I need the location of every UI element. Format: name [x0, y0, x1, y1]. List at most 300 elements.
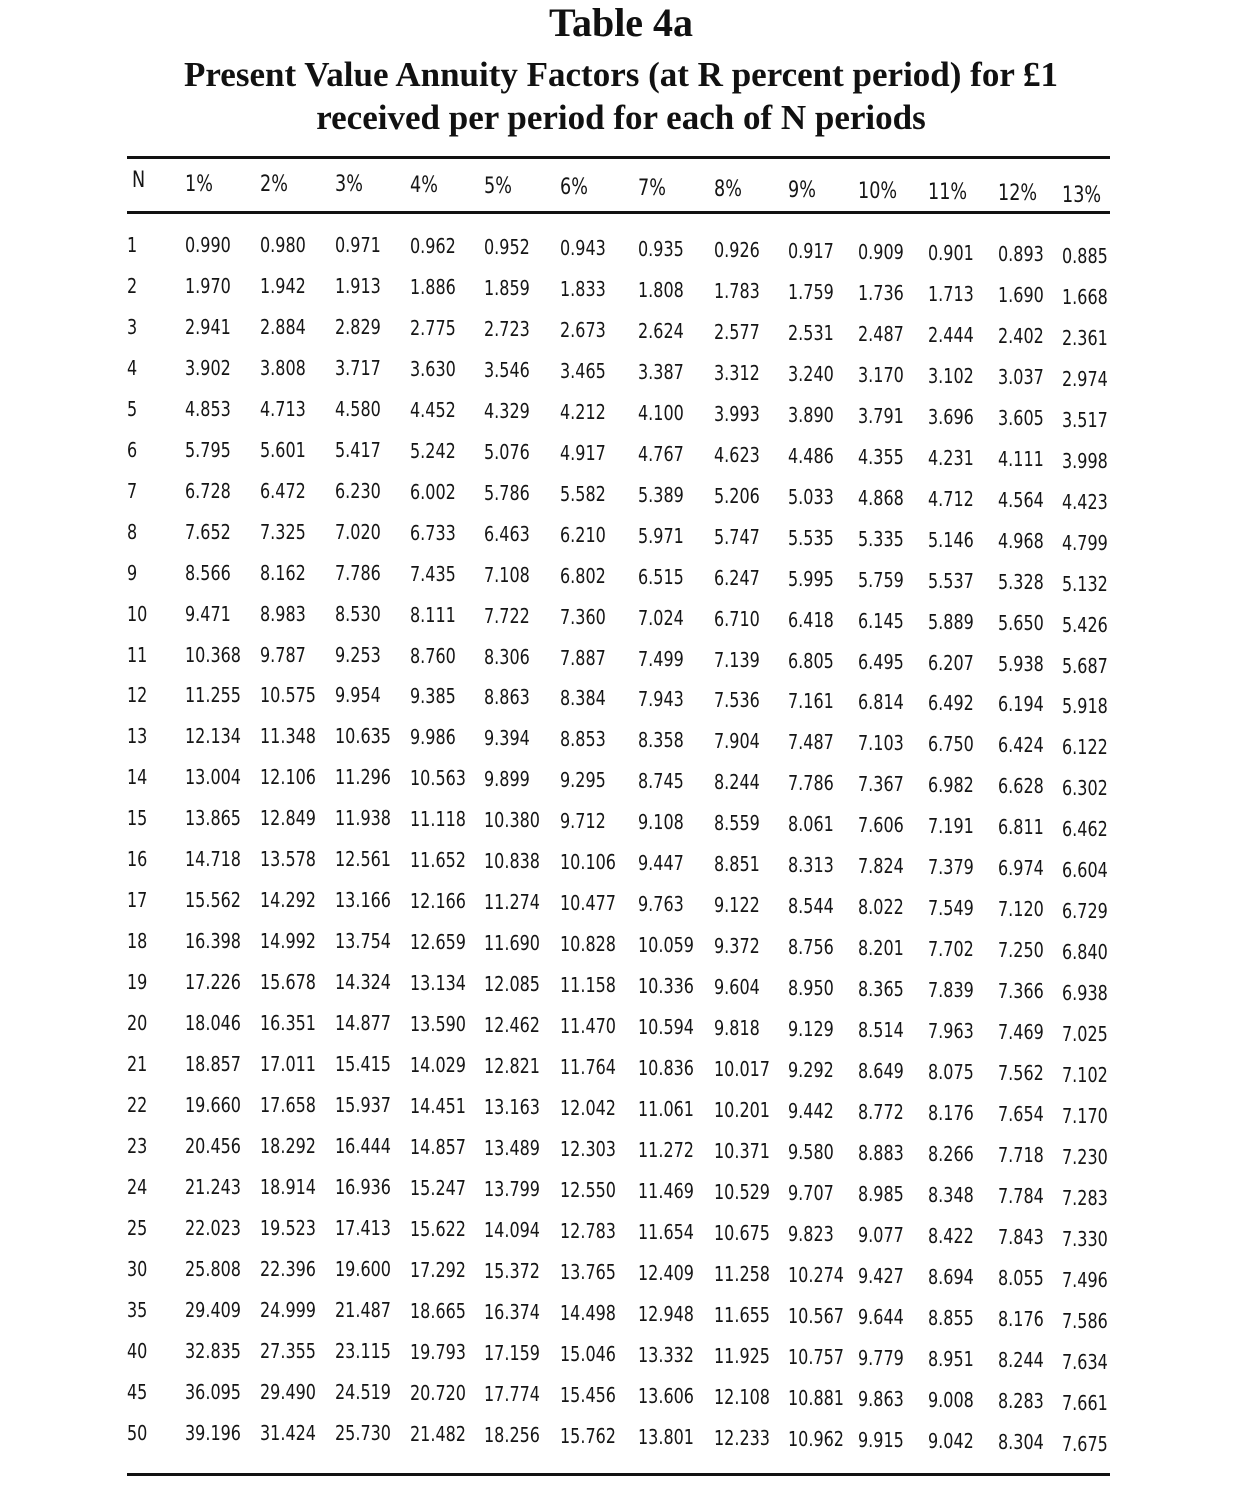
table-cell-factor: 3.902	[185, 355, 231, 380]
table-cell-factor: 12.233	[714, 1425, 770, 1450]
table-cell-factor: 7.562	[998, 1061, 1044, 1085]
row-period-label: 22	[127, 1092, 148, 1117]
table-cell-factor: 5.889	[928, 609, 974, 634]
table-cell-factor: 7.102	[1062, 1063, 1108, 1087]
table-cell-factor: 9.604	[714, 975, 760, 1000]
table-cell-factor: 9.863	[858, 1386, 904, 1411]
table-cell-factor: 8.176	[998, 1306, 1044, 1331]
table-cell-factor: 8.853	[560, 727, 606, 752]
table-cell-factor: 6.210	[560, 522, 606, 547]
table-cell-factor: 8.244	[998, 1347, 1044, 1372]
row-period-label: 4	[127, 355, 138, 380]
row-period-label: 18	[127, 929, 148, 954]
table-cell-factor: 2.487	[858, 321, 904, 346]
table-cell-factor: 11.158	[560, 973, 616, 998]
table-cell-factor: 7.722	[484, 603, 530, 628]
table-cell-factor: 3.037	[998, 364, 1044, 389]
table-cell-factor: 8.348	[928, 1182, 974, 1207]
table-cell-factor: 7.108	[484, 562, 530, 587]
table-cell-factor: 3.240	[788, 361, 834, 386]
row-period-label: 15	[127, 806, 148, 831]
table-cell-factor: 13.765	[560, 1259, 616, 1284]
table-cell-factor: 4.486	[788, 443, 834, 468]
table-cell-factor: 7.963	[928, 1019, 974, 1044]
table-title: Table 4a	[548, 0, 694, 45]
table-cell-factor: 4.452	[410, 397, 456, 422]
table-cell-factor: 29.409	[185, 1297, 241, 1322]
table-cell-factor: 3.696	[928, 404, 974, 429]
table-cell-factor: 10.838	[484, 849, 540, 874]
table-cell-factor: 13.865	[185, 806, 241, 831]
row-period-label: 24	[127, 1174, 148, 1199]
table-cell-factor: 8.883	[858, 1140, 904, 1165]
table-cell-factor: 9.644	[858, 1304, 904, 1329]
column-header-rate: 10%	[858, 179, 898, 204]
table-cell-factor: 0.901	[928, 241, 974, 265]
table-cell-factor: 9.712	[560, 809, 606, 834]
table-cell-factor: 3.993	[714, 401, 760, 426]
table-cell-factor: 19.600	[335, 1256, 391, 1281]
table-cell-factor: 11.764	[560, 1055, 616, 1079]
table-cell-factor: 6.495	[858, 649, 904, 674]
table-cell-factor: 7.654	[998, 1101, 1044, 1126]
table-cell-factor: 6.207	[928, 650, 974, 675]
table-cell-factor: 2.577	[714, 319, 760, 344]
row-period-label: 13	[127, 724, 148, 749]
table-cell-factor: 9.372	[714, 934, 760, 959]
table-cell-factor: 11.118	[410, 807, 466, 832]
table-cell-factor: 5.747	[714, 524, 760, 549]
table-cell-factor: 7.487	[788, 730, 834, 755]
table-cell-factor: 32.835	[185, 1338, 241, 1363]
table-cell-factor: 14.292	[260, 888, 316, 913]
table-cell-factor: 5.033	[788, 484, 834, 509]
table-cell-factor: 11.938	[335, 806, 391, 831]
table-cell-factor: 15.562	[185, 888, 241, 913]
table-cell-factor: 12.659	[410, 930, 466, 955]
table-cell-factor: 3.998	[1062, 448, 1108, 473]
table-cell-factor: 3.808	[260, 355, 306, 380]
table-cell-factor: 18.665	[410, 1298, 466, 1323]
table-cell-factor: 27.355	[260, 1338, 316, 1363]
table-cell-factor: 12.134	[185, 724, 241, 749]
table-cell-factor: 7.718	[998, 1142, 1044, 1167]
table-cell-factor: 9.580	[788, 1139, 834, 1164]
table-cell-factor: 9.818	[714, 1016, 760, 1041]
table-cell-factor: 4.767	[638, 441, 684, 466]
table-cell-factor: 2.884	[260, 314, 306, 339]
table-cell-factor: 2.361	[1062, 325, 1108, 350]
table-cell-factor: 7.786	[788, 771, 834, 796]
table-cell-factor: 9.295	[560, 768, 606, 793]
table-cell-factor: 2.941	[185, 314, 231, 339]
table-cell-factor: 4.712	[928, 486, 974, 511]
table-cell-factor: 13.134	[410, 971, 466, 996]
table-cell-factor: 10.828	[560, 932, 616, 957]
table-cell-factor: 13.590	[410, 1012, 466, 1037]
table-cell-factor: 39.196	[185, 1420, 241, 1445]
table-cell-factor: 14.094	[484, 1217, 540, 1242]
table-cell-factor: 9.954	[335, 683, 381, 708]
table-cell-factor: 7.904	[714, 729, 760, 754]
table-cell-factor: 6.492	[928, 691, 974, 716]
table-cell-factor: 6.424	[998, 733, 1044, 758]
row-period-label: 14	[127, 765, 148, 790]
table-cell-factor: 2.531	[788, 320, 834, 345]
table-cell-factor: 0.943	[560, 236, 606, 260]
table-cell-factor: 4.580	[335, 396, 381, 421]
row-period-label: 20	[127, 1011, 148, 1036]
table-cell-factor: 2.775	[410, 315, 456, 340]
table-cell-factor: 8.649	[858, 1059, 904, 1083]
table-cell-factor: 11.655	[714, 1302, 770, 1327]
table-cell-factor: 1.736	[858, 280, 904, 305]
table-cell-factor: 20.720	[410, 1380, 466, 1405]
table-cell-factor: 6.750	[928, 732, 974, 757]
row-period-label: 35	[127, 1297, 148, 1322]
table-cell-factor: 10.106	[560, 850, 616, 875]
table-cell-factor: 9.394	[484, 726, 530, 751]
table-cell-factor: 8.851	[714, 852, 760, 877]
table-cell-factor: 15.622	[410, 1216, 466, 1241]
table-cell-factor: 5.537	[928, 568, 974, 593]
table-cell-factor: 4.917	[560, 440, 606, 465]
table-cell-factor: 13.004	[185, 765, 241, 790]
table-subtitle-line-1: Present Value Annuity Factors (at R percent period) for £1	[184, 55, 1058, 94]
table-cell-factor: 24.519	[335, 1379, 391, 1404]
table-cell-factor: 5.132	[1062, 571, 1108, 596]
table-cell-factor: 4.212	[560, 399, 606, 424]
table-cell-factor: 6.418	[788, 607, 834, 632]
table-cell-factor: 5.650	[998, 610, 1044, 635]
table-cell-factor: 6.814	[858, 690, 904, 715]
table-cell-factor: 18.857	[185, 1052, 241, 1076]
table-cell-factor: 5.242	[410, 438, 456, 463]
table-cell-factor: 5.786	[484, 480, 530, 505]
table-cell-factor: 10.757	[788, 1344, 844, 1369]
table-cell-factor: 12.166	[410, 889, 466, 914]
table-cell-factor: 7.367	[858, 772, 904, 797]
table-cell-factor: 6.811	[998, 815, 1044, 840]
table-cell-factor: 14.029	[410, 1053, 466, 1077]
table-cell-factor: 36.095	[185, 1379, 241, 1404]
table-cell-factor: 4.868	[858, 485, 904, 510]
table-cell-factor: 8.760	[410, 643, 456, 668]
table-cell-factor: 25.730	[335, 1420, 391, 1445]
table-cell-factor: 13.489	[484, 1135, 540, 1160]
table-cell-factor: 12.042	[560, 1095, 616, 1120]
table-cell-factor: 10.368	[185, 642, 241, 667]
table-cell-factor: 8.855	[928, 1305, 974, 1330]
table-cell-factor: 0.935	[638, 237, 684, 261]
table-cell-factor: 6.729	[1062, 899, 1108, 924]
table-cell-factor: 8.422	[928, 1223, 974, 1248]
table-cell-factor: 10.675	[714, 1220, 770, 1245]
row-period-label: 16	[127, 847, 148, 872]
table-cell-factor: 3.890	[788, 402, 834, 427]
table-cell-factor: 11.348	[260, 724, 316, 749]
table-cell-factor: 1.970	[185, 273, 231, 298]
table-cell-factor: 11.272	[638, 1137, 694, 1162]
table-cell-factor: 10.575	[260, 683, 316, 708]
table-cell-factor: 20.456	[185, 1133, 241, 1158]
table-cell-factor: 9.042	[928, 1428, 974, 1453]
column-header-rate: 8%	[714, 177, 742, 202]
row-period-label: 2	[127, 273, 138, 298]
table-cell-factor: 1.913	[335, 273, 381, 298]
table-cell-factor: 8.244	[714, 770, 760, 795]
table-cell-factor: 8.544	[788, 894, 834, 919]
table-cell-factor: 9.122	[714, 893, 760, 918]
table-cell-factor: 0.917	[788, 239, 834, 263]
table-cell-factor: 8.313	[788, 853, 834, 878]
table-cell-factor: 0.980	[260, 233, 306, 257]
table-cell-factor: 9.787	[260, 642, 306, 667]
table-cell-factor: 12.462	[484, 1013, 540, 1038]
table-cell-factor: 7.606	[858, 813, 904, 838]
table-cell-factor: 4.100	[638, 400, 684, 425]
table-cell-factor: 15.372	[484, 1258, 540, 1283]
table-cell-factor: 8.772	[858, 1099, 904, 1124]
table-cell-factor: 13.606	[638, 1383, 694, 1408]
table-cell-factor: 5.971	[638, 523, 684, 548]
table-cell-factor: 4.231	[928, 445, 974, 470]
table-cell-factor: 6.728	[185, 478, 231, 503]
table-cell-factor: 19.793	[410, 1339, 466, 1364]
table-cell-factor: 3.170	[858, 362, 904, 387]
table-cell-factor: 1.713	[928, 281, 974, 306]
table-cell-factor: 4.111	[998, 446, 1044, 471]
table-cell-factor: 8.566	[185, 560, 231, 585]
table-cell-factor: 2.444	[928, 322, 974, 347]
table-cell-factor: 3.387	[638, 359, 684, 384]
table-cell-factor: 7.634	[1062, 1349, 1108, 1374]
table-cell-factor: 4.623	[714, 442, 760, 467]
table-cell-factor: 18.046	[185, 1011, 241, 1036]
table-cell-factor: 11.061	[638, 1096, 694, 1121]
table-cell-factor: 17.413	[335, 1215, 391, 1240]
table-cell-factor: 12.409	[638, 1260, 694, 1285]
table-cell-factor: 1.783	[714, 278, 760, 303]
table-cell-factor: 13.578	[260, 847, 316, 872]
table-cell-factor: 14.498	[560, 1300, 616, 1325]
table-cell-factor: 7.824	[858, 854, 904, 879]
table-cell-factor: 10.371	[714, 1138, 770, 1163]
table-cell-factor: 7.843	[998, 1224, 1044, 1249]
table-cell-factor: 5.426	[1062, 612, 1108, 637]
table-cell-factor: 7.230	[1062, 1144, 1108, 1169]
table-cell-factor: 2.624	[638, 318, 684, 343]
table-cell-factor: 10.017	[714, 1057, 770, 1081]
column-header-rate: 3%	[335, 172, 363, 197]
row-period-label: 50	[127, 1420, 148, 1445]
table-cell-factor: 8.745	[638, 769, 684, 794]
row-period-label: 11	[127, 642, 148, 667]
table-cell-factor: 12.849	[260, 806, 316, 831]
table-cell-factor: 7.702	[928, 937, 974, 962]
row-period-label: 25	[127, 1215, 148, 1240]
table-cell-factor: 4.355	[858, 444, 904, 469]
table-cell-factor: 6.628	[998, 774, 1044, 799]
table-cell-factor: 7.943	[638, 687, 684, 712]
table-cell-factor: 6.122	[1062, 735, 1108, 760]
row-period-label: 19	[127, 970, 148, 995]
row-period-label: 17	[127, 888, 148, 913]
table-cell-factor: 12.948	[638, 1301, 694, 1326]
column-header-rate: 2%	[260, 172, 288, 197]
row-period-label: 3	[127, 314, 138, 339]
table-cell-factor: 1.808	[638, 277, 684, 302]
table-cell-factor: 9.986	[410, 725, 456, 750]
table-cell-factor: 12.561	[335, 847, 391, 872]
table-cell-factor: 3.605	[998, 405, 1044, 430]
table-cell-factor: 29.490	[260, 1379, 316, 1404]
table-cell-factor: 9.763	[638, 892, 684, 917]
table-cell-factor: 1.833	[560, 276, 606, 301]
table-cell-factor: 9.442	[788, 1098, 834, 1123]
table-cell-factor: 21.487	[335, 1297, 391, 1322]
table-cell-factor: 21.482	[410, 1421, 466, 1446]
table-cell-factor: 8.055	[998, 1265, 1044, 1290]
table-cell-factor: 12.085	[484, 972, 540, 997]
table-cell-factor: 9.823	[788, 1221, 834, 1246]
table-cell-factor: 11.690	[484, 931, 540, 956]
table-cell-factor: 3.546	[484, 357, 530, 382]
table-cell-factor: 8.514	[858, 1018, 904, 1043]
row-period-label: 6	[127, 437, 138, 462]
table-cell-factor: 4.799	[1062, 530, 1108, 555]
table-cell-factor: 6.462	[1062, 817, 1108, 842]
table-cell-factor: 8.384	[560, 686, 606, 711]
table-cell-factor: 12.108	[714, 1384, 770, 1409]
table-cell-factor: 17.292	[410, 1257, 466, 1282]
table-cell-factor: 5.601	[260, 437, 306, 462]
table-cell-factor: 11.470	[560, 1014, 616, 1039]
table-cell-factor: 7.330	[1062, 1226, 1108, 1251]
table-cell-factor: 5.918	[1062, 694, 1108, 719]
table-cell-factor: 9.899	[484, 767, 530, 792]
column-header-rate: 12%	[998, 181, 1038, 206]
table-cell-factor: 8.061	[788, 812, 834, 837]
table-cell-factor: 9.129	[788, 1017, 834, 1042]
table-cell-factor: 17.226	[185, 970, 241, 995]
column-header-rate: 1%	[185, 172, 213, 197]
table-cell-factor: 0.971	[335, 233, 381, 257]
table-cell-factor: 2.673	[560, 317, 606, 342]
table-cell-factor: 9.008	[928, 1387, 974, 1412]
table-cell-factor: 17.159	[484, 1340, 540, 1365]
table-cell-factor: 3.717	[335, 355, 381, 380]
table-cell-factor: 13.799	[484, 1176, 540, 1201]
table-cell-factor: 7.549	[928, 896, 974, 921]
table-cell-factor: 19.523	[260, 1215, 316, 1240]
table-cell-factor: 6.247	[714, 565, 760, 590]
row-period-label: 10	[127, 601, 148, 626]
table-cell-factor: 18.914	[260, 1174, 316, 1199]
table-cell-factor: 9.915	[858, 1427, 904, 1452]
table-cell-factor: 8.266	[928, 1141, 974, 1166]
table-cell-factor: 6.805	[788, 648, 834, 673]
row-period-label: 40	[127, 1338, 148, 1363]
table-cell-factor: 6.840	[1062, 940, 1108, 965]
table-cell-factor: 9.427	[858, 1263, 904, 1288]
table-cell-factor: 11.274	[484, 890, 540, 915]
table-cell-factor: 5.535	[788, 525, 834, 550]
table-cell-factor: 13.332	[638, 1342, 694, 1367]
table-cell-factor: 8.075	[928, 1060, 974, 1084]
table-cell-factor: 7.161	[788, 689, 834, 714]
table-cell-factor: 11.654	[638, 1219, 694, 1244]
table-cell-factor: 15.937	[335, 1092, 391, 1117]
table-cell-factor: 9.253	[335, 642, 381, 667]
table-cell-factor: 18.292	[260, 1133, 316, 1158]
table-cell-factor: 5.328	[998, 569, 1044, 594]
table-cell-factor: 3.791	[858, 403, 904, 428]
table-cell-factor: 14.857	[410, 1134, 466, 1159]
table-cell-factor: 12.550	[560, 1177, 616, 1202]
table-cell-factor: 7.325	[260, 519, 306, 544]
table-cell-factor: 16.936	[335, 1174, 391, 1199]
table-cell-factor: 7.586	[1062, 1308, 1108, 1333]
table-cell-factor: 9.108	[638, 810, 684, 835]
table-cell-factor: 8.304	[998, 1429, 1044, 1454]
column-header-rate: 6%	[560, 175, 588, 200]
table-cell-factor: 7.250	[998, 938, 1044, 963]
table-cell-factor: 7.379	[928, 855, 974, 880]
table-cell-factor: 10.962	[788, 1426, 844, 1451]
table-cell-factor: 10.529	[714, 1179, 770, 1204]
table-cell-factor: 3.102	[928, 363, 974, 388]
table-cell-factor: 15.046	[560, 1341, 616, 1366]
row-period-label: 45	[127, 1379, 148, 1404]
table-cell-factor: 10.836	[638, 1056, 694, 1080]
table-cell-factor: 7.103	[858, 731, 904, 756]
table-cell-factor: 7.784	[998, 1183, 1044, 1208]
table-cell-factor: 10.380	[484, 808, 540, 833]
table-cell-factor: 25.808	[185, 1256, 241, 1281]
table-cell-factor: 16.351	[260, 1011, 316, 1036]
column-header-rate: 9%	[788, 178, 816, 203]
table-cell-factor: 17.011	[260, 1052, 316, 1076]
table-cell-factor: 7.652	[185, 519, 231, 544]
table-cell-factor: 9.707	[788, 1180, 834, 1205]
table-cell-factor: 1.942	[260, 273, 306, 298]
table-cell-factor: 16.398	[185, 929, 241, 954]
table-cell-factor: 8.950	[788, 976, 834, 1001]
table-cell-factor: 14.451	[410, 1093, 466, 1118]
table-cell-factor: 14.324	[335, 970, 391, 995]
table-cell-factor: 7.170	[1062, 1103, 1108, 1128]
table-cell-factor: 13.163	[484, 1094, 540, 1119]
table-cell-factor: 4.713	[260, 396, 306, 421]
table-cell-factor: 7.025	[1062, 1022, 1108, 1047]
table-cell-factor: 18.256	[484, 1422, 540, 1447]
table-cell-factor: 12.106	[260, 765, 316, 790]
table-cell-factor: 10.567	[788, 1303, 844, 1328]
table-cell-factor: 7.366	[998, 979, 1044, 1004]
table-cell-factor: 7.661	[1062, 1390, 1108, 1415]
table-cell-factor: 7.283	[1062, 1185, 1108, 1210]
table-cell-factor: 8.694	[928, 1264, 974, 1289]
table-cell-factor: 6.710	[714, 606, 760, 631]
column-header-rate: 7%	[638, 176, 666, 201]
table-cell-factor: 31.424	[260, 1420, 316, 1445]
column-header-rate: 11%	[928, 180, 968, 205]
table-cell-factor: 7.675	[1062, 1431, 1108, 1456]
row-period-label: 1	[127, 233, 138, 257]
table-cell-factor: 5.146	[928, 527, 974, 552]
column-header-rate: 5%	[484, 174, 512, 199]
